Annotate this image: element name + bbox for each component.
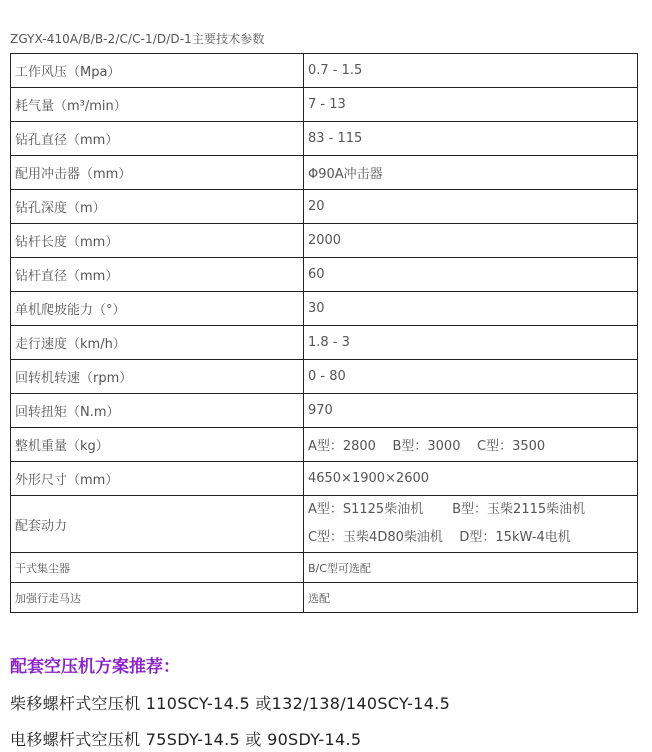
power-option-line-2: C型：玉柴4D80柴油机 D型：15kW-4电机 [307, 530, 571, 545]
recommendation-line: 柴移螺杆式空压机 110SCY-14.5 或132/138/140SCY-14.5 [10, 694, 451, 713]
param-value: B/C型可选配 [303, 553, 637, 583]
recommendation-heading: 配套空压机方案推荐： [10, 657, 180, 677]
table-row [11, 54, 638, 88]
param-value: 83 - 115 [303, 122, 637, 156]
table-row [11, 553, 638, 583]
param-value: 60 [303, 258, 637, 292]
param-value: 7 - 13 [303, 88, 637, 122]
param-label: 耗气量（m³/min） [11, 88, 304, 122]
table-row [11, 224, 638, 258]
param-value: Φ90A冲击器 [303, 156, 637, 190]
table-caption: ZGYX-410A/B/B-2/C/C-1/D/D-1主要技术参数 [10, 32, 265, 46]
param-label: 钻杆直径（mm） [11, 258, 304, 292]
table-row [11, 292, 638, 326]
table-row [11, 156, 638, 190]
param-value: 20 [303, 190, 637, 224]
param-value [303, 496, 637, 553]
table-row [11, 326, 638, 360]
param-value: 30 [303, 292, 637, 326]
param-label: 回转机转速（rpm） [11, 360, 304, 394]
table-row [11, 258, 638, 292]
table-row [11, 122, 638, 156]
param-value: 选配 [303, 583, 637, 613]
param-label: 钻孔深度（m） [11, 190, 304, 224]
table-row [11, 394, 638, 428]
param-label: 回转扭矩（N.m） [11, 394, 304, 428]
param-value: 970 [303, 394, 637, 428]
table-row [11, 496, 638, 553]
param-label: 加强行走马达 [11, 583, 304, 613]
table-row [11, 190, 638, 224]
param-label: 配套动力 [11, 496, 304, 553]
param-value: 0 - 80 [303, 360, 637, 394]
power-option-line-1: A型：S1125柴油机 B型：玉柴2115柴油机 [307, 502, 586, 517]
table-row [11, 88, 638, 122]
table-row [11, 428, 638, 462]
param-label: 工作风压（Mpa） [11, 54, 304, 88]
param-label: 配用冲击器（mm） [11, 156, 304, 190]
param-label: 走行速度（km/h） [11, 326, 304, 360]
param-label: 钻孔直径（mm） [11, 122, 304, 156]
param-label: 整机重量（kg） [11, 428, 304, 462]
param-label: 干式集尘器 [11, 553, 304, 583]
param-label: 外形尺寸（mm） [11, 462, 304, 496]
recommendation-line: 电移螺杆式空压机 75SDY-14.5 或 90SDY-14.5 [10, 730, 362, 749]
table-row [11, 583, 638, 613]
param-value: 0.7 - 1.5 [303, 54, 637, 88]
table-row [11, 462, 638, 496]
spec-table [10, 53, 638, 613]
param-value: 2000 [303, 224, 637, 258]
param-value: 4650×1900×2600 [303, 462, 637, 496]
param-value: A型：2800 B型：3000 C型：3500 [303, 428, 637, 462]
param-label: 单机爬坡能力（°） [11, 292, 304, 326]
param-value: 1.8 - 3 [303, 326, 637, 360]
table-row [11, 360, 638, 394]
param-label: 钻杆长度（mm） [11, 224, 304, 258]
